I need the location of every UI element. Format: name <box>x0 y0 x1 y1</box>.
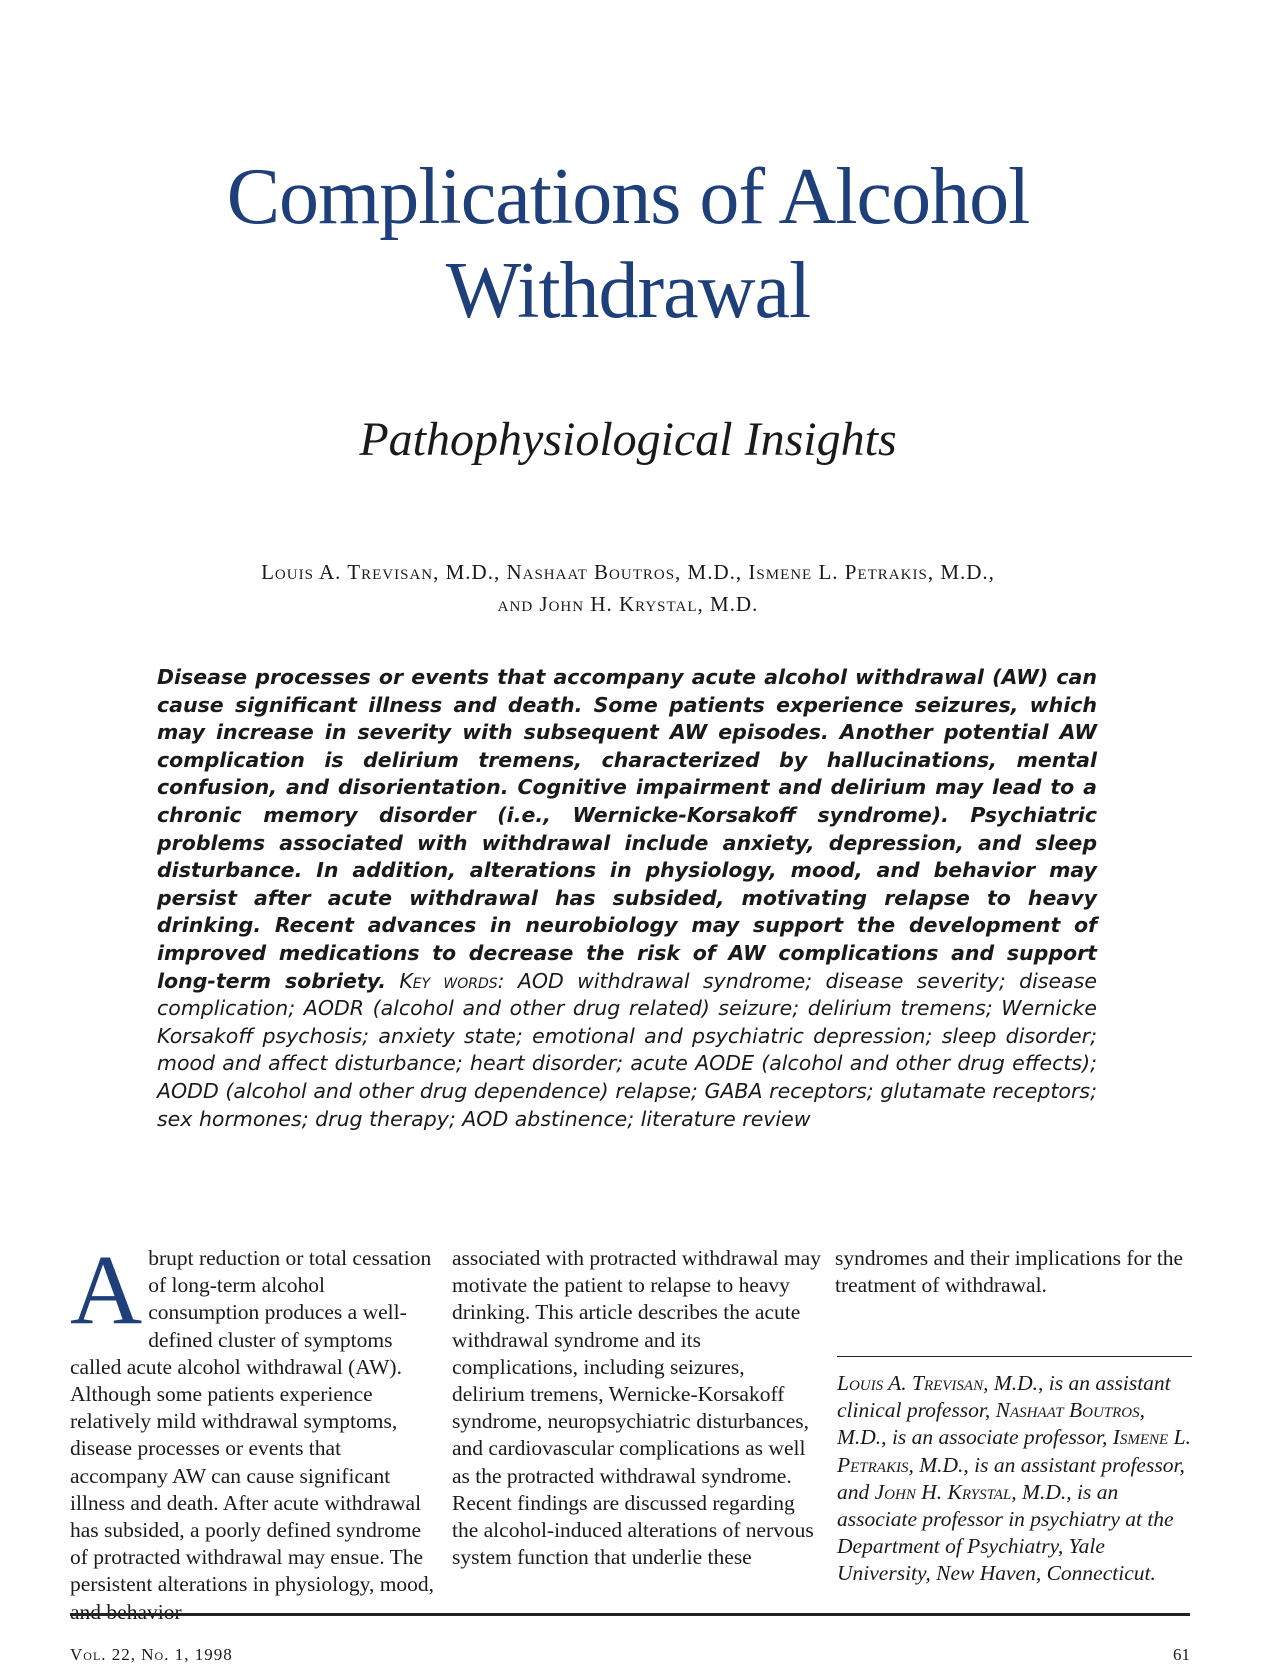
bio-divider <box>837 1356 1192 1357</box>
bio-name: Louis A. Trevisan, M.D., <box>837 1371 1044 1395</box>
keywords: AOD withdrawal syndrome; disease severity; disease complication; AODR (alcohol and other drug related) seizure; delirium tremens; Wernicke Korsakoff psychosis; anxiety state; emotional and psychiatric depression; sleep disorder; mood and affect disturbance; heart disorder; acute AODE (alcohol and other drug effects); AODD (alcohol and other drug dependence) relapse; GABA receptors; glutamate receptors; sex hormones; drug therapy; AOD abstinence; literature review <box>157 968 1097 1131</box>
body-column-3: syndromes and their implications for the treatment of withdrawal. <box>835 1246 1184 1298</box>
author-bio <box>837 1370 1192 1588</box>
title-line-1: Complications of Alcohol <box>226 153 1030 241</box>
authors-line-1: Louis A. Trevisan, M.D., Nashaat Boutros, M.D., Ismene L. Petrakis, M.D., <box>261 560 995 584</box>
bio-text: is an associate professor, <box>886 1425 1113 1450</box>
footer-rule <box>70 1613 1190 1616</box>
drop-cap: A <box>70 1234 143 1345</box>
bio-name: Ismene L. Petrakis, M.D., <box>837 1425 1191 1477</box>
body-column-1 <box>70 1234 440 1626</box>
article-title <box>0 150 1256 338</box>
bio-text: is an assistant clinical professor, <box>837 1371 1171 1423</box>
keywords-label: Key words: <box>399 968 505 993</box>
bio-text: is an assistant professor, and <box>837 1452 1185 1504</box>
title-line-2: Withdrawal <box>445 247 811 335</box>
page-number: 61 <box>1173 1645 1190 1664</box>
authors-line-2: and John H. Krystal, M.D. <box>497 592 759 616</box>
body-column-2: associated with protracted withdrawal may motivate the patient to relapse to heavy drinking. This article describes the acute withdrawal syndrome and its complications, including seizures, delirium tremens, Wernicke-Korsakoff syndrome, neuropsychiatric disturbances, and cardiovascular complications as well as the protracted withdrawal syndrome. Recent findings are discussed regarding the alcohol-induced alterations of nervous system function that underlie these <box>452 1246 821 1570</box>
abstract-text: Disease processes or events that accompany acute alcohol withdrawal (AW) can cause significant illness and death. Some patients experience seizures, which may increase in severity with subsequent AW episodes. Another potential AW complication is delirium tremens, characterized by hallucinations, mental confusion, and disorientation. Cognitive impairment and delirium may lead to a chronic memory disorder (i.e., Wernicke-Korsakoff syndrome). Psychiatric problems associated with withdrawal include anxiety, depression, and sleep disturbance. In addition, alterations in physiology, mood, and behavior may persist after acute withdrawal has subsided, motivating relapse to heavy drinking. Recent advances in neurobiology may support the development of improved medications to decrease the risk of AW complications and support long-term sobriety. <box>157 665 1097 993</box>
bio-name: John H. Krystal, M.D., <box>874 1479 1072 1504</box>
footer-issue: Vol. 22, No. 1, 1998 <box>70 1645 233 1664</box>
body-text: brupt reduction or total cessation of long-term alcohol consumption produces a well-defined cluster of symptoms called acute alcohol withdrawal (AW). Although some patients experience relatively mild withdrawal symptoms, disease processes or events that accompany AW can cause significant illness and death. After acute withdrawal has subsided, a poorly defined syndrome of protracted withdrawal may ensue. The persistent alterations in physiology, mood, and behavior <box>70 1246 435 1624</box>
article-subtitle: Pathophysiological Insights <box>359 413 897 466</box>
abstract <box>157 664 1097 1133</box>
bio-name: Nashaat Boutros, M.D., <box>837 1398 1146 1450</box>
bio-text: is an associate professor in psychiatry at the Department of Psychiatry, Yale University, New Haven, Connecticut. <box>837 1479 1174 1586</box>
